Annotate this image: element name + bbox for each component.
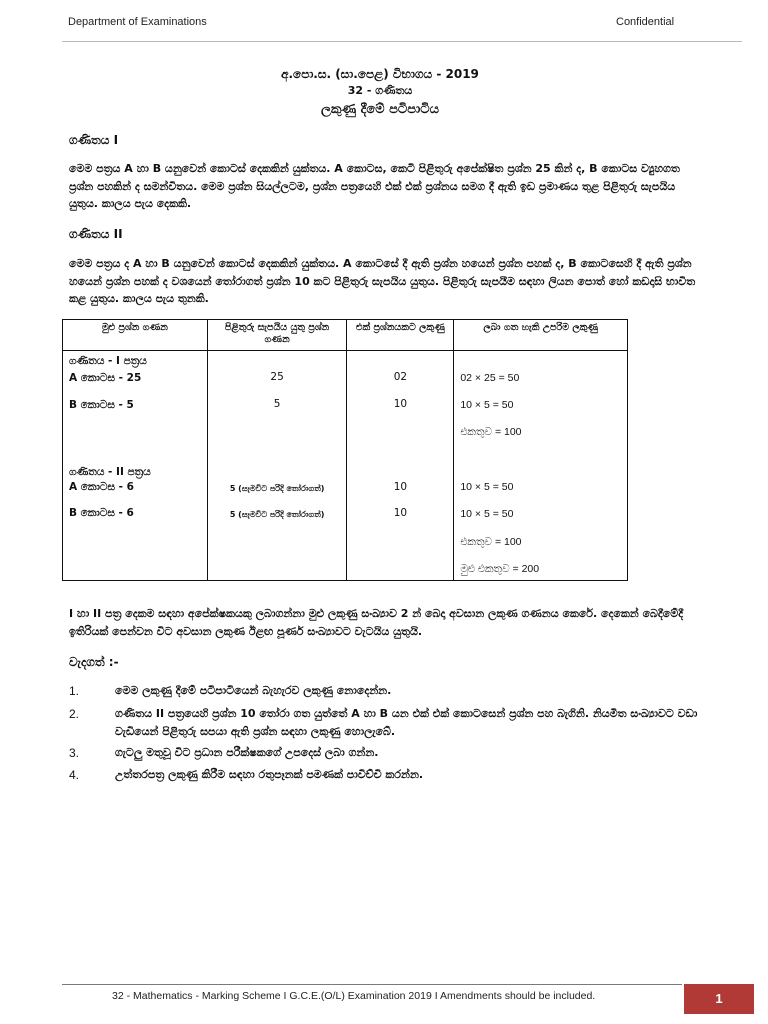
header-confidential: Confidential [616,16,675,28]
note-item: උත්තරපත්‍ර ලකුණු කිරීම සඳහා රතුපෑනක් පමණක් පාවිච්චි කරන්න. [115,768,424,781]
page-number: 1 [684,984,754,1014]
col-header-total-questions: මුළු ප්‍රශ්න ගණන [63,320,208,351]
footer-text: 32 - Mathematics - Marking Scheme I G.C.E.(O/L) Examination 2019 I Amendments should be included. [112,990,596,1002]
answer-count-p1b: 5 [273,398,281,410]
paper1-part-b: B කොටස - 5 [69,399,134,411]
paper2-part-b: B කොටස - 6 [69,507,134,519]
total-p2: එකතුව = 100 [460,536,522,548]
marks-p1a: 02 [393,371,408,383]
note-item: ගණිතය II පත්‍රයෙහි ප්‍රශ්න 10 තෝරා ගත යුත්තේ A හා B යන එක් එක් කොටසෙන් ප්‍රශ්න පහ බැගිනි. නියමිත සංඛ්‍යාවට වඩා වැඩියෙන් පිළිතුරු සපයා ඇති ප්‍රශ්න සඳහා ලකුණු හොලැබේ. [115,707,698,738]
paper2-part-a: A කොටස - 6 [69,481,134,493]
max-p1a: 02 × 25 = 50 [460,372,520,384]
note-number: 2. [69,707,80,721]
max-p1b: 10 × 5 = 50 [460,399,514,411]
cell-marks-per-question [347,351,454,581]
max-p2b: 10 × 5 = 50 [460,508,514,520]
paper1-heading: ගණිතය I [69,133,119,147]
cell-total-questions [63,351,208,581]
scheme-title: ලකුණු දීමේ පටිපාටිය [320,102,440,117]
answer-count-p2b: 5 (සෑමවිට පරිදි තෝරාගත්) [229,510,325,519]
notes-heading: වැදගත් :- [69,655,119,669]
note-number: 3. [69,746,80,760]
note-item: ගැටලු මතුවූ විට ප්‍රධාන පරීක්ෂකගේ උපදෙස් ලබා ගන්න. [115,746,379,759]
note-number: 4. [69,768,80,782]
header-department: Department of Examinations [68,16,207,28]
subject-title: 32 - ගණිතය [347,84,413,97]
exam-title: අ.පො.ස. (සා.පෙළ) විභාගය - 2019 [281,67,479,81]
cell-questions-to-answer [207,351,347,581]
note-item: මෙම ලකුණු දීමේ පටිපාටියෙන් බැහැරව ලකුණු නොදෙන්න. [115,684,392,697]
grand-total: මුළු එකතුව = 200 [460,563,540,575]
marks-p1b: 10 [393,398,408,410]
col-header-marks-per-question: එක් ප්‍රශ්නයකට ලකුණු [347,320,454,351]
answer-count-p1a: 25 [270,371,284,383]
paper1-description: මෙම පත්‍රය A හා B යනුවෙන් කොටස් දෙකකින් යුක්තය. A කොටස, කෙටි පිළිතුරු අපේක්ෂිත ප්‍රශ්න 25 කින් ද, B කොටස ව්‍යුහගත ප්‍රශ්න පහකින් ද සමන්විතය. මෙම ප්‍රශ්න සියල්ලටම, ප්‍රශ්න පත්‍රයෙහි එක් එක් ප්‍රශ්නය සමග දී ඇති ඉඩ ප්‍රමාණය තුළ පිළිතුරු සැපයිය යුතුය. කාලය පැය දෙකකි. [69,162,680,210]
header-rule [62,41,742,42]
note-number: 1. [69,684,80,698]
col-header-questions-to-answer: පිළිතුරු සැපයිය යුතු ප්‍රශ්න ගණන [207,320,347,351]
marks-p2b: 10 [393,507,408,519]
final-mark-rule: I හා II පත්‍ර දෙකම සඳහා අපේක්ෂකයකු ලබාගන්නා මුළු ලකුණු සංඛ්‍යාව 2 න් බෙදා අවසාන ලකුණ ගණනය කෙරේ. දෙකෙන් බෙදීමේදී ඉතිරියක් පෙන්වන විට අවසාන ලකුණ ඊළඟ පූර්ණ සංඛ්‍යාවට වැටයිය යුතුයි. [69,607,684,638]
paper2-description: මෙම පත්‍රය ද A හා B යනුවෙන් කොටස් දෙකකින් යුක්තය. A කොටසේ දී ඇති ප්‍රශ්න හයෙන් ප්‍රශ්න පහක් ද, B කොටසෙහි දී ඇති ප්‍රශ්න හයෙන් ප්‍රශ්න පහක් ද වශයෙන් තෝරාගත් ප්‍රශ්න 10 කට පිළිතුරු සැපයිය යුතුය. පිළිතුරු සැපයීම සඳහා ලියන පොත් හෝ කඩදාසි භාවිත කළ යුතුය. කාලය පැය තුනකි. [69,257,696,305]
marks-p2a: 10 [393,481,408,493]
marks-table [62,319,628,581]
max-p2a: 10 × 5 = 50 [460,481,514,493]
paper2-heading: ගණිතය II [69,227,123,241]
cell-max-marks [454,351,628,581]
paper2-label: ගණිතය - II පත්‍රය [69,466,151,478]
answer-count-p2a: 5 (සෑමවිට පරිදි තෝරාගත්) [229,484,325,493]
footer-rule [62,984,682,985]
table-header-row [63,320,628,351]
table-body-row [63,351,628,581]
col-header-max-marks: ලබා ගත හැකි උපරිම ලකුණු [454,320,628,351]
total-p1: එකතුව = 100 [460,426,522,438]
paper1-part-a: A කොටස - 25 [69,372,142,384]
paper1-label: ගණිතය - I පත්‍රය [69,355,147,367]
